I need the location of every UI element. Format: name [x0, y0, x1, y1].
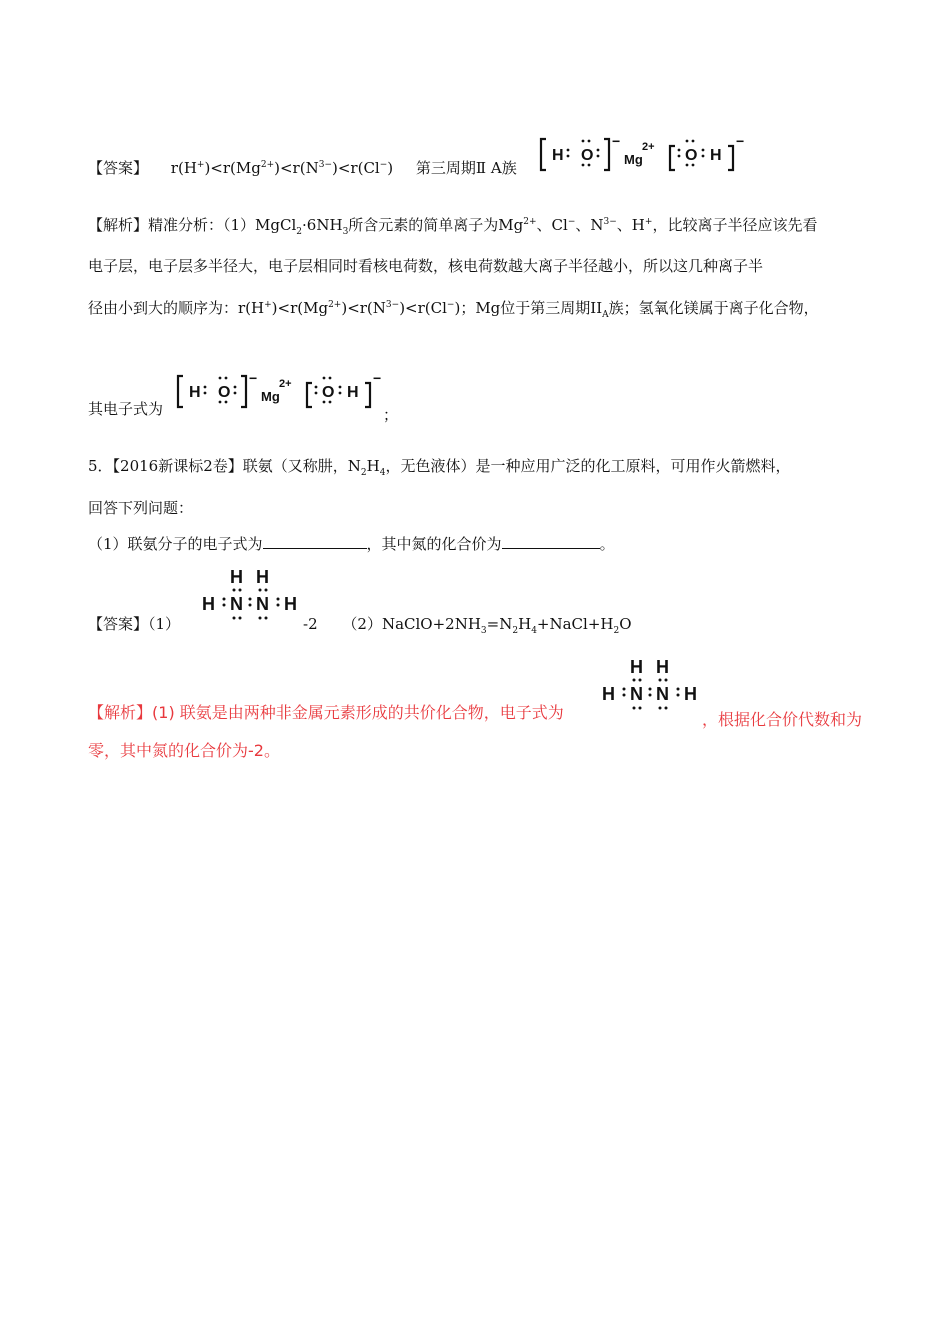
svg-text:−: − [736, 136, 745, 149]
valence-answer: -2 [303, 615, 318, 633]
svg-text:−: − [249, 372, 258, 386]
svg-text:O: O [218, 384, 231, 401]
svg-text:N: N [656, 684, 669, 704]
svg-text:2+: 2+ [279, 378, 292, 390]
svg-text:H: H [256, 567, 269, 587]
radius-order: $r(H^+)<r(Mg^{2+})<r(N^{3-})<r(Cl^-)$ [170, 159, 394, 177]
blank-valence [502, 534, 600, 549]
answer5-rest: -2 $(2)NaClO+2NH_3=N_2H_4+NaCl+H_2O$ [303, 615, 632, 636]
svg-text:−: − [612, 136, 621, 149]
question5-line3: （1）联氨分子的电子式为 ，其中氮的化合价为 。 [88, 535, 615, 553]
svg-text:O: O [685, 147, 698, 164]
n2h4-lewis-structure-2 [600, 655, 704, 719]
period-group: 第三周期Ⅱ A族 [415, 159, 517, 177]
svg-text:H: H [202, 594, 215, 614]
mgoh2-lewis-structure-2 [175, 372, 385, 414]
svg-text:N: N [630, 684, 643, 704]
analysis5-label: 【解析】 [88, 703, 153, 722]
svg-text:N: N [256, 594, 269, 614]
question5-line2: 回答下列问题： [88, 499, 194, 517]
blank-electron-formula [263, 534, 367, 549]
question5-line1: 5．【2016新课标2卷】联氨（又称肼，$N_2H_4$，无色液体）是一种应用广泛的化工原料，可用作火箭燃料， [88, 457, 791, 478]
answer5-line: 【答案】（1） [88, 615, 181, 633]
svg-text:N: N [230, 594, 243, 614]
analysis-label: 【解析】 [88, 216, 149, 234]
analysis5-line2: 零，其中氮的化合价为-2。 [88, 741, 280, 760]
analysis1-line3: 径由小到大的顺序为：$r(H^+)<r(Mg^{2+})<r(N^{3-})<r(Cl^-)$；Mg位于第三周期$II_A$族；氢氧化镁属于离子化合物， [88, 299, 819, 320]
svg-text:O: O [581, 147, 594, 164]
svg-text:H: H [189, 384, 201, 401]
svg-text:2+: 2+ [642, 141, 655, 153]
analysis1-line4: 其电子式为 [88, 400, 164, 418]
svg-text:Mg: Mg [261, 389, 280, 404]
svg-text:H: H [684, 684, 697, 704]
answer1-line [88, 157, 517, 178]
n2h4-lewis-structure [200, 565, 304, 629]
analysis1-line2: 电子层，电子层多半径大，电子层相同时看核电荷数，核电荷数越大离子半径越小，所以这几种离子半 [88, 257, 764, 275]
mgoh2-lewis-structure [538, 136, 748, 176]
analysis5-line1a: 【解析】(1) 联氨是由两种非金属元素形成的共价化合物，电子式为 [88, 703, 564, 722]
analysis1-semicolon: ； [383, 406, 399, 424]
answer5-label: 【答案】 [88, 615, 149, 633]
svg-text:−: − [373, 372, 382, 386]
svg-text:H: H [630, 657, 643, 677]
svg-text:H: H [284, 594, 297, 614]
svg-text:H: H [710, 147, 722, 164]
svg-text:H: H [552, 147, 564, 164]
svg-text:H: H [230, 567, 243, 587]
answer-label: 【答案】 [88, 159, 149, 177]
svg-text:H: H [602, 684, 615, 704]
svg-text:H: H [656, 657, 669, 677]
analysis5-line1b: ，根据化合价代数和为 [702, 710, 863, 729]
svg-text:O: O [322, 384, 335, 401]
svg-text:H: H [347, 384, 359, 401]
analysis1-line1: 【解析】精准分析：$(1)MgCl_2\cdot 6NH_3$所含元素的简单离子为$Mg^{2+}$、Cl−、$N^{3-}$、H+，比较离子半径应该先看 [88, 216, 818, 237]
svg-text:Mg: Mg [624, 152, 643, 167]
